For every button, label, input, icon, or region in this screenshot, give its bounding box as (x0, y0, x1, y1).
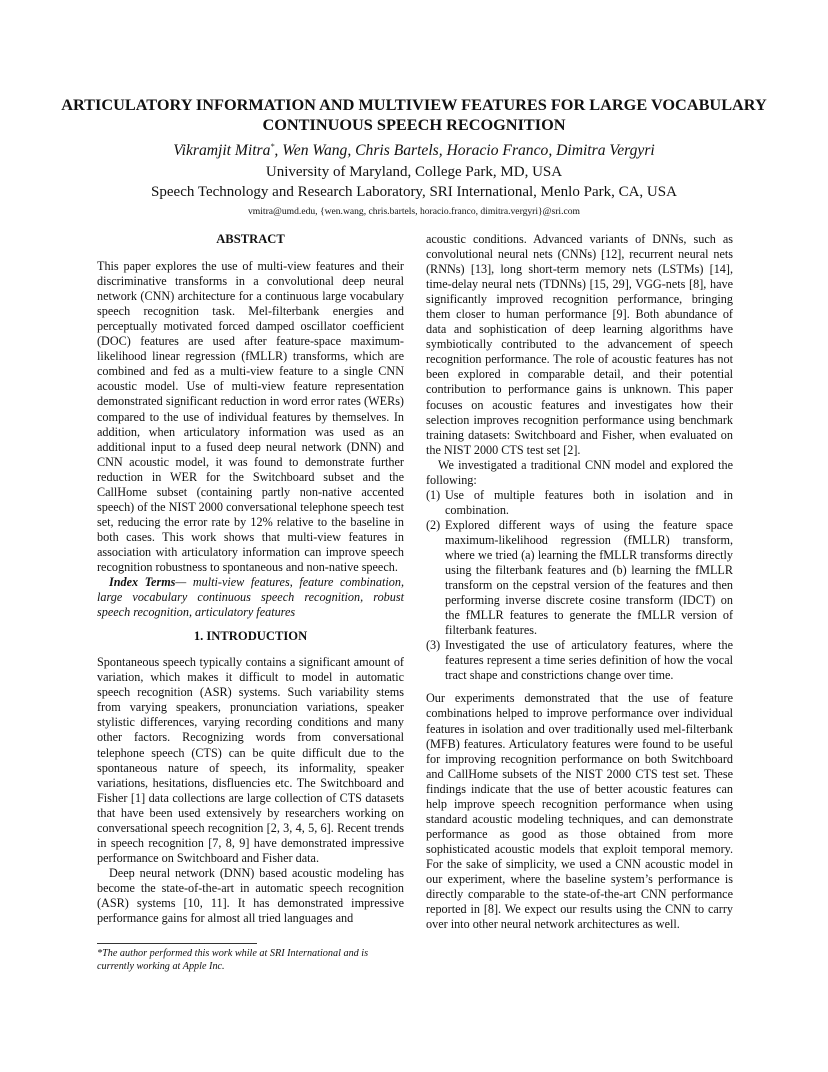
list-item-number: (3) (426, 638, 441, 653)
list-item-number: (1) (426, 487, 441, 502)
index-terms-sep: — (175, 575, 193, 590)
index-terms-text: multi-view features, feature combination, large vocabulary continuous speech recognition, robust speech recognition, articulatory features (97, 575, 404, 620)
affiliation-2: Speech Technology and Research Laboratory, SRI International, Menlo Park, CA, USA (151, 184, 677, 201)
author-first: Vikramjit Mitra (173, 142, 271, 160)
right-column (426, 232, 733, 932)
intro-paragraph-2-continued: acoustic conditions. Advanced variants of DNNs, such as convolutional neural nets (CNNs) [12], recurrent neural nets (RNNs) [13], long short-term memory nets (LSTMs) [14], time-delay neural nets (TDNNs) [15, 29], VGG-nets [8], have significantly improved recognition performance, bringing them closer to human performance [9]. Both abundance of data and sophistication of deep learning algorithms have symbiotically contributed to the advancement of speech recognition performance. The role of acoustic features has not been explored in comparable detail, and their potential contribution to performance gains is unknown. This paper focuses on acoustic features and investigates how their selection improves recognition performance using benchmark training datasets: Switchboard and Fisher, when evaluated on the NIST 2000 CTS test set [2]. (426, 232, 733, 457)
list-item (426, 638, 733, 683)
paper-title: ARTICULATORY INFORMATION AND MULTIVIEW FEATURES FOR LARGE VOCABULARY CONTINUOUS SPEECH RECOGNITION (61, 95, 767, 134)
abstract-text: This paper explores the use of multi-view features and their discriminative transforms in a convolutional deep neural network (CNN) architecture for a continuous large vocabulary speech recognition task. Mel-filterbank energies and perceptually motivated forced damped oscillator coefficient (DOC) features are used after feature-space maximum-likelihood linear regression (fMLLR) transforms, which are combined and fed as a multi-view feature to a single CNN acoustic model. Use of multi-view feature representation demonstrated significant reduction in word error rates (WERs) compared to the use of individual features by themselves. In addition, when articulatory information was used as an additional input to a fused deep neural network (DNN) and CNN acoustic model, it was found to demonstrate further reduction in WER for the Switchboard subset and the CallHome subset (containing partly non-native accented speech) of the NIST 2000 conversational telephone speech test set, reducing the error rate by 12% relative to the baseline in both cases. This work shows that multi-view features in association with articulatory information can improve speech recognition robustness to spontaneous and non-native speech. (97, 259, 404, 574)
intro-paragraph-4: Our experiments demonstrated that the use of feature combinations helped to improve performance over individual features in isolation and over traditionally used mel-filterbank (MFB) features. Articulatory features were found to be useful for improving recognition performance on both Switchboard and CallHome subsets of the NIST 2000 CTS test set. These findings indicate that the use of better acoustic features can help improve speech recognition performance when using standard acoustic modeling techniques, and can demonstrate performance as good as those obtained from more sophisticated acoustic models that exploit temporal memory. For the sake of simplicity, we used a CNN acoustic model in our experiment, where the baseline system’s performance is directly comparable to the state-of-the-art CNN performance reported in [8]. We expect our results using the CNN to carry over into other neural network architectures as well. (426, 691, 733, 932)
list-item-text: Use of multiple features both in isolation and in combination. (445, 487, 733, 517)
author-rest: , Wen Wang, Chris Bartels, Horacio Franco, Dimitra Vergyri (274, 142, 655, 160)
index-terms (97, 575, 404, 620)
left-column (97, 232, 404, 926)
author-list (60, 142, 768, 160)
contribution-list (426, 488, 733, 684)
author-footnote-mark: * (270, 142, 275, 151)
intro-paragraph-3: We investigated a traditional CNN model and explored the following: (426, 457, 733, 487)
affiliation-1: University of Maryland, College Park, MD, USA (265, 164, 563, 181)
intro-paragraph-1: Spontaneous speech typically contains a significant amount of variation, which makes it difficult to model in automatic speech recognition (ASR) systems. Such variability stems from varying speakers, pronunciation variations, speaker stylistic differences, varying recording conditions and many other factors. Recognizing words from conversational telephone speech (CTS) can be quite difficult due to the spontaneous nature of speech, its informality, speaker variations, hesitations, disfluencies etc. The Switchboard and Fisher [1] data collections are large collection of CTS datasets that have been used extensively by researchers working on conversational speech recognition [2, 3, 4, 5, 6]. Recent trends in speech recognition [7, 8, 9] have demonstrated impressive performance on Switchboard and Fisher data. (97, 655, 404, 865)
intro-heading: 1. INTRODUCTION (193, 629, 308, 644)
footnote-rule (97, 943, 257, 944)
author-emails: vmitra@umd.edu, {wen.wang, chris.bartels, horacio.franco, dimitra.vergyri}@sri.com (247, 206, 580, 218)
footnote: *The author performed this work while at SRI International and is currently working at Apple Inc. (97, 948, 369, 972)
list-item-text: Investigated the use of articulatory features, where the features represent a time series definition of how the vocal tract shape and constrictions change over time. (445, 638, 733, 683)
intro-paragraph-2-start: Deep neural network (DNN) based acoustic modeling has become the state-of-the-art in automatic speech recognition (ASR) systems [10, 11]. It has demonstrated impressive performance gains for almost all tried languages and (97, 865, 404, 926)
list-item (426, 488, 733, 518)
list-item-number: (2) (426, 517, 441, 532)
abstract-heading: ABSTRACT (216, 232, 285, 246)
list-item (426, 518, 733, 638)
list-item-text: Explored different ways of using the feature space maximum-likelihood regression (fMLLR) transform, where we tried (a) learning the fMLLR transforms directly using the filterbank features and (b) learning the fMLLR transform on the cepstral version of the features and then performing inverse discrete cosine transform (IDCT) on the fMLLR features to generate the fMLLR version of filterbank features. (445, 517, 733, 638)
paper-header (60, 95, 768, 217)
index-terms-label: Index Terms (109, 575, 176, 590)
